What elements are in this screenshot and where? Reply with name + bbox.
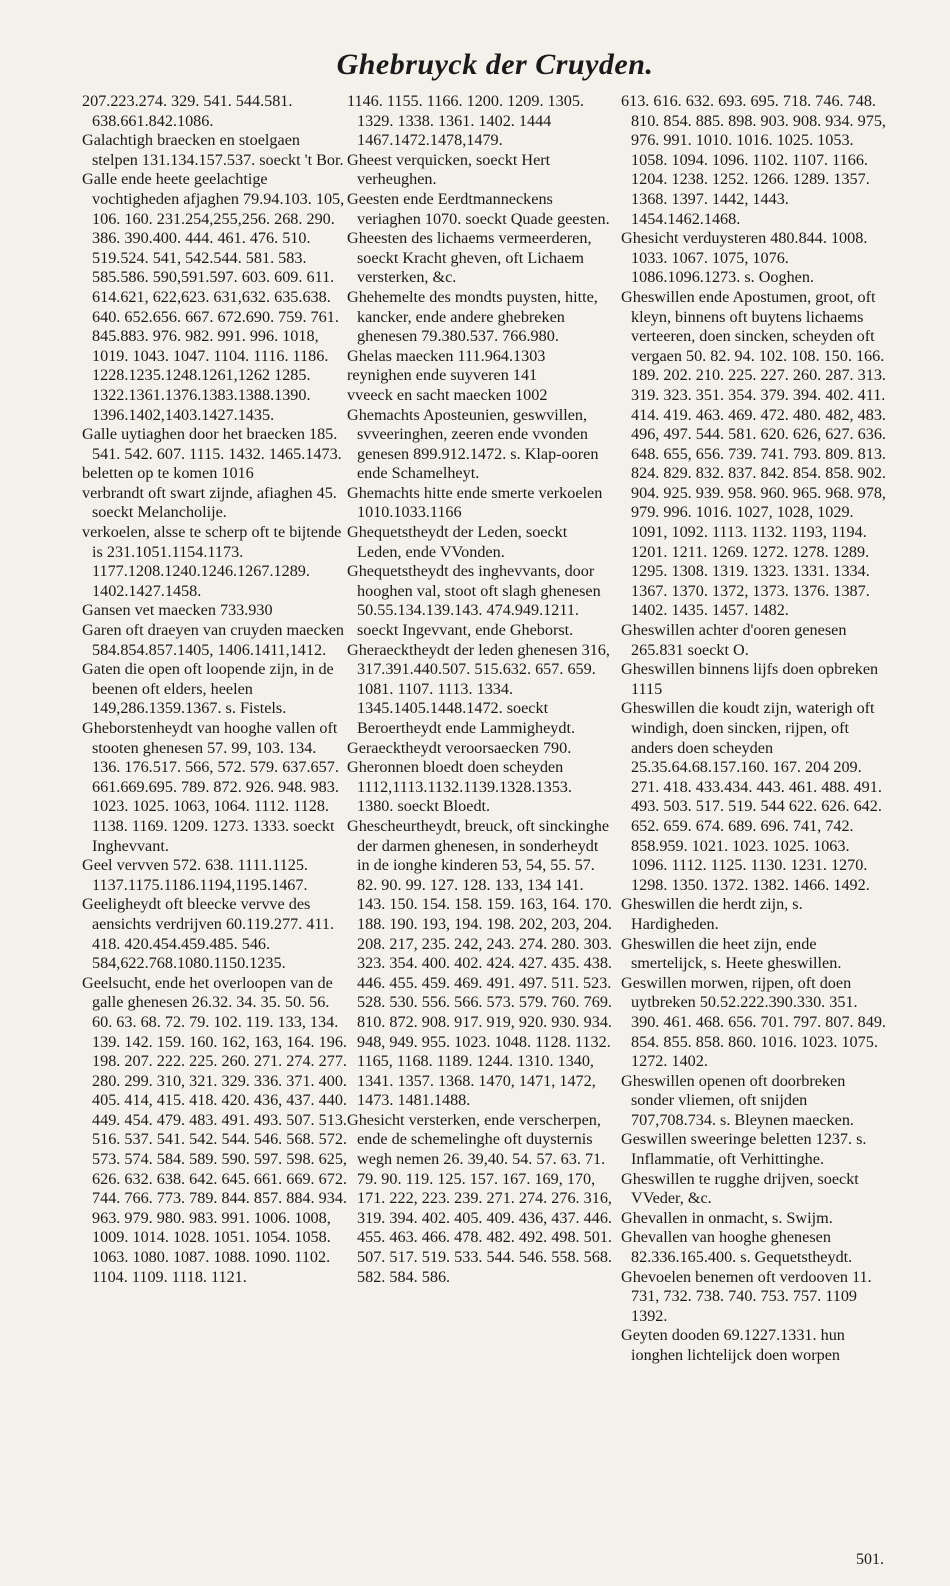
index-entry: Ghemachts hitte ende smerte verkoelen 1010.1033.1166 bbox=[347, 483, 603, 522]
index-entry: Galle uytiaghen door het braecken 185. 541. 542. 607. 1115. 1432. 1465.1473. bbox=[82, 425, 342, 463]
index-entry: Ghevallen van hooghe ghenesen 82.336.165.400. s. Gequetstheydt. bbox=[621, 1228, 853, 1267]
index-column-middle bbox=[347, 92, 612, 1287]
index-entry: Gheborstenheydt van hooghe vallen oft stooten ghenesen 57. 99, 103. 134. 136. 176.517. 566, 572. 579. 637.657. 661.669.695. 789. 872. 926. 948. 983. 1023. 1025. 1063, 1064. 1112. 1128. 1138. 1169. 1209. 1273. 1333. soeckt Inghevvant. bbox=[82, 719, 339, 855]
index-entry: Gansen vet maecken 733.930 bbox=[82, 601, 273, 620]
index-entry: verkoelen, alsse te scherp oft te bijtende is 231.1051.1154.1173. 1177.1208.1240.1246.1267.1289. 1402.1427.1458. bbox=[82, 523, 342, 600]
index-entry: Gheswillen die koudt zijn, waterigh oft windigh, doen sincken, rijpen, oft anders doen scheyden 25.35.64.68.157.160. 167. 204 209. 271. 418. 433.434. 443. 461. 488. 491. 493. 503. 517. 519. 544 622. 626. 642. 652. 659. 674. 689. 696. 741, 742. 858.959. 1021. 1023. 1025. 1063. 1096. 1112. 1125. 1130. 1231. 1270. 1298. 1350. 1372. 1382. 1466. 1492. bbox=[621, 699, 882, 894]
index-entry: Geswillen sweeringe beletten 1237. s. Inflammatie, oft Verhittinghe. bbox=[621, 1130, 867, 1169]
index-entry: Gheswillen die herdt zijn, s. Hardigheden. bbox=[621, 895, 803, 933]
index-entry: Geelsucht, ende het overloopen van de galle ghenesen 26.32. 34. 35. 50. 56. 60. 63. 68. 72. 79. 102. 119. 133, 134. 139. 142. 159. 160. 162, 163, 164. 196. 198. 207. 222. 225. 260. 271. 274. 277. 280. 299. 310, 321. 329. 336. 371. 400. 405. 414, 415. 418. 420. 436, 437. 440. 449. 454. 479. 483. 491. 493. 507. 513. 516. 537. 541. 542. 544. 546. 568. 572. 573. 574. 584. 589. 590. 597. 598. 625, 626. 632. 638. 642. 645. 661. 669. 672. 744. 766. 773. 789. 844. 857. 884. 934. 963. 979. 980. 983. 991. 1006. 1008, 1009. 1014. 1028. 1051. 1054. 1058. 1063. 1080. 1087. 1088. 1090. 1102. 1104. 1109. 1118. 1121. bbox=[82, 973, 347, 1286]
index-entry: Geeligheydt oft bleecke vervve des aensichts verdrijven 60.119.277. 411. 418. 420.454.459.485. 546. 584,622.768.1080.1150.1235. bbox=[82, 895, 335, 973]
index-entry: Ghehemelte des mondts puysten, hitte, kancker, ende andere ghebreken ghenesen 79.380.537. 766.980. bbox=[347, 287, 598, 346]
index-entry: beletten op te komen 1016 bbox=[82, 464, 254, 483]
index-entry: Gaten die open oft loopende zijn, in de beenen oft elders, heelen 149,286.1359.1367. s. Fistels. bbox=[82, 660, 334, 718]
index-entry: Ghesicht verduysteren 480.844. 1008. 1033. 1067. 1075, 1076. 1086.1096.1273. s. Ooghen. bbox=[621, 229, 868, 287]
index-entry: Geesten ende Eerdtmanneckens veriaghen 1070. soeckt Quade geesten. bbox=[347, 189, 610, 228]
index-entry: Gheraecktheydt der leden ghenesen 316, 317.391.440.507. 515.632. 657. 659. 1081. 1107. 1113. 1334. 1345.1405.1448.1472. soeckt Beroertheydt ende Lammigheydt. bbox=[347, 640, 610, 737]
index-entry: Ghemachts Aposteunien, geswvillen, svveeringhen, zeeren ende vvonden genesen 899.912.1472. s. Klap-ooren ende Schamelheyt. bbox=[347, 405, 599, 483]
index-entry: Ghequetstheydt der Leden, soeckt Leden, ende VVonden. bbox=[347, 523, 568, 561]
index-entry: Gheswillen openen oft doorbreken sonder vliemen, oft snijden 707,708.734. s. Bleynen maecken. bbox=[621, 1071, 854, 1129]
index-entry: Garen oft draeyen van cruyden maecken 584.854.857.1405, 1406.1411,1412. bbox=[82, 621, 345, 659]
index-entry: Ghevallen in onmacht, s. Swijm. bbox=[621, 1208, 833, 1227]
page-title: Ghebruyck der Cruyden. bbox=[336, 48, 654, 81]
index-entry: Gheronnen bloedt doen scheyden 1112,1113.1132.1139.1328.1353. 1380. soeckt Bloedt. bbox=[347, 758, 572, 816]
index-entry: reynighen ende suyveren 141 bbox=[347, 366, 538, 385]
index-entry: Gheesten des lichaems vermeerderen, soeckt Kracht gheven, oft Lichaem versterken, &c. bbox=[347, 229, 592, 287]
index-entry: Gheswillen binnens lijfs doen opbreken 1115 bbox=[621, 660, 879, 698]
index-entry: Gheswillen te rugghe drijven, soeckt VVeder, &c. bbox=[621, 1169, 859, 1208]
index-entry: Geel vervven 572. 638. 1111.1125. 1137.1175.1186.1194,1195.1467. bbox=[82, 856, 308, 894]
index-entry: Ghelas maecken 111.964.1303 bbox=[347, 346, 546, 365]
index-entry: Geraecktheydt veroorsaecken 790. bbox=[347, 738, 572, 757]
index-column-left bbox=[82, 92, 347, 1287]
index-entry: Ghevoelen benemen oft verdooven 11. 731, 732. 738. 740. 753. 757. 1109 1392. bbox=[621, 1267, 872, 1325]
index-entry: Geyten dooden 69.1227.1331. hun ionghen lichtelijck doen worpen bbox=[621, 1326, 845, 1364]
index-entry: Galle ende heete geelachtige vochtigheden afjaghen 79.94.103. 105, 106. 160. 231.254,255,256. 268. 290. 386. 390.400. 444. 461. 476. 510. 519.524. 541, 542.544. 581. 583. 585.586. 590,591.597. 603. 609. 611. 614.621, 622,623. 631,632. 635.638. 640. 652.656. 667. 672.690. 759. 761. 845.883. 976. 982. 991. 996. 1018, 1019. 1043. 1047. 1104. 1116. 1186. 1228.1235.1248.1261,1262 1285. 1322.1361.1376.1383.1388.1390. 1396.1402,1403.1427.1435. bbox=[82, 170, 345, 424]
index-entry: Ghequetstheydt des inghevvants, door hooghen val, stoot oft slagh ghenesen 50.55.134.139.143. 474.949.1211. soeckt Ingevvant, ende Gheborst. bbox=[347, 562, 601, 640]
index-entry: Gheswillen ende Apostumen, groot, oft kleyn, binnens oft buytens lichaems verteeren, doen sincken, scheyden oft vergaen 50. 82. 94. 102. 108. 150. 166. 189. 202. 210. 225. 227. 260. 287. 313. 319. 323. 351. 354. 379. 394. 402. 411. 414. 419. 463. 469. 472. 480. 482, 483. 496, 497. 544. 581. 620. 626, 627. 636. 648. 655, 656. 739. 741. 793. 809. 813. 824. 829. 832. 837. 842. 854. 858. 902. 904. 925. 939. 958. 960. 965. 968. 978, 979. 996. 1016. 1027, 1028, 1029. 1091, 1092. 1113. 1132. 1193, 1194. 1201. 1211. 1269. 1272. 1278. 1289. 1295. 1308. 1319. 1323. 1331. 1334. 1367. 1370. 1372, 1373. 1376. 1387. 1402. 1435. 1457. 1482. bbox=[621, 287, 886, 620]
footer-page-ref: 501. bbox=[856, 1551, 884, 1568]
index-entry: Gheswillen achter d'ooren genesen 265.831 soeckt O. bbox=[621, 621, 847, 659]
index-entry: 613. 616. 632. 693. 695. 718. 746. 748. 810. 854. 885. 898. 903. 908. 934. 975, 976. 991. 1010. 1016. 1025. 1053. 1058. 1094. 1096. 1102. 1107. 1166. 1204. 1238. 1252. 1266. 1289. 1357. 1368. 1397. 1442, 1443. 1454.1462.1468. bbox=[621, 92, 886, 228]
index-entry: 1146. 1155. 1166. 1200. 1209. 1305. 1329. 1338. 1361. 1402. 1444 1467.1472.1478,1479. bbox=[347, 92, 584, 150]
index-entry: Gheest verquicken, soeckt Hert verheughen. bbox=[347, 150, 551, 189]
index-entry: Ghesicht versterken, ende verscherpen, ende de schemelinghe oft duysternis wegh nemen 26. 39,40. 54. 57. 63. 71. 79. 90. 119. 125. 157. 167. 169, 170, 171. 222, 223. 239. 271. 274. 276. 316, 319. 394. 402. 405. 409. 436, 437. 446. 455. 463. 466. 478. 482. 492. 498. 501. 507. 517. 519. 533. 544. 546. 558. 568. 582. 584. 586. bbox=[347, 1110, 612, 1286]
index-entry: verbrandt oft swart zijnde, afiaghen 45. soeckt Melancholije. bbox=[82, 483, 337, 522]
page-header bbox=[0, 48, 950, 82]
index-column-right bbox=[621, 92, 886, 1366]
index-entry: Geswillen morwen, rijpen, oft doen uytbreken 50.52.222.390.330. 351. 390. 461. 468. 656. 701. 797. 807. 849. 854. 855. 858. 860. 1016. 1023. 1075. 1272. 1402. bbox=[621, 973, 886, 1071]
index-entry: Galachtigh braecken en stoelgaen stelpen 131.134.157.537. soeckt 't Bor. bbox=[82, 131, 344, 169]
index-entry: Ghescheurtheydt, breuck, oft sinckinghe der darmen ghenesen, in sonderheydt in de ionghe kinderen 53, 54, 55. 57. 82. 90. 99. 127. 128. 133, 134 141. 143. 150. 154. 158. 159. 163, 164. 170. 188. 190. 193, 194. 198. 202, 203, 204. 208. 217, 235. 242, 243. 274. 280. 303. 323. 354. 400. 402. 424. 427. 435. 438. 446. 455. 459. 469. 491. 497. 511. 523. 528. 530. 556. 566. 573. 579. 760. 769. 810. 872. 908. 917. 919, 920. 930. 934. 948, 949. 955. 1023. 1048. 1128. 1132. 1165, 1168. 1189. 1244. 1310. 1340, 1341. 1357. 1368. 1470, 1471, 1472, 1473. 1481.1488. bbox=[347, 816, 612, 1110]
index-entry: Gheswillen die heet zijn, ende smertelijck, s. Heete gheswillen. bbox=[621, 934, 842, 973]
index-entry: vveeck en sacht maecken 1002 bbox=[347, 385, 548, 404]
index-entry: 207.223.274. 329. 541. 544.581. 638.661.842.1086. bbox=[82, 92, 293, 130]
